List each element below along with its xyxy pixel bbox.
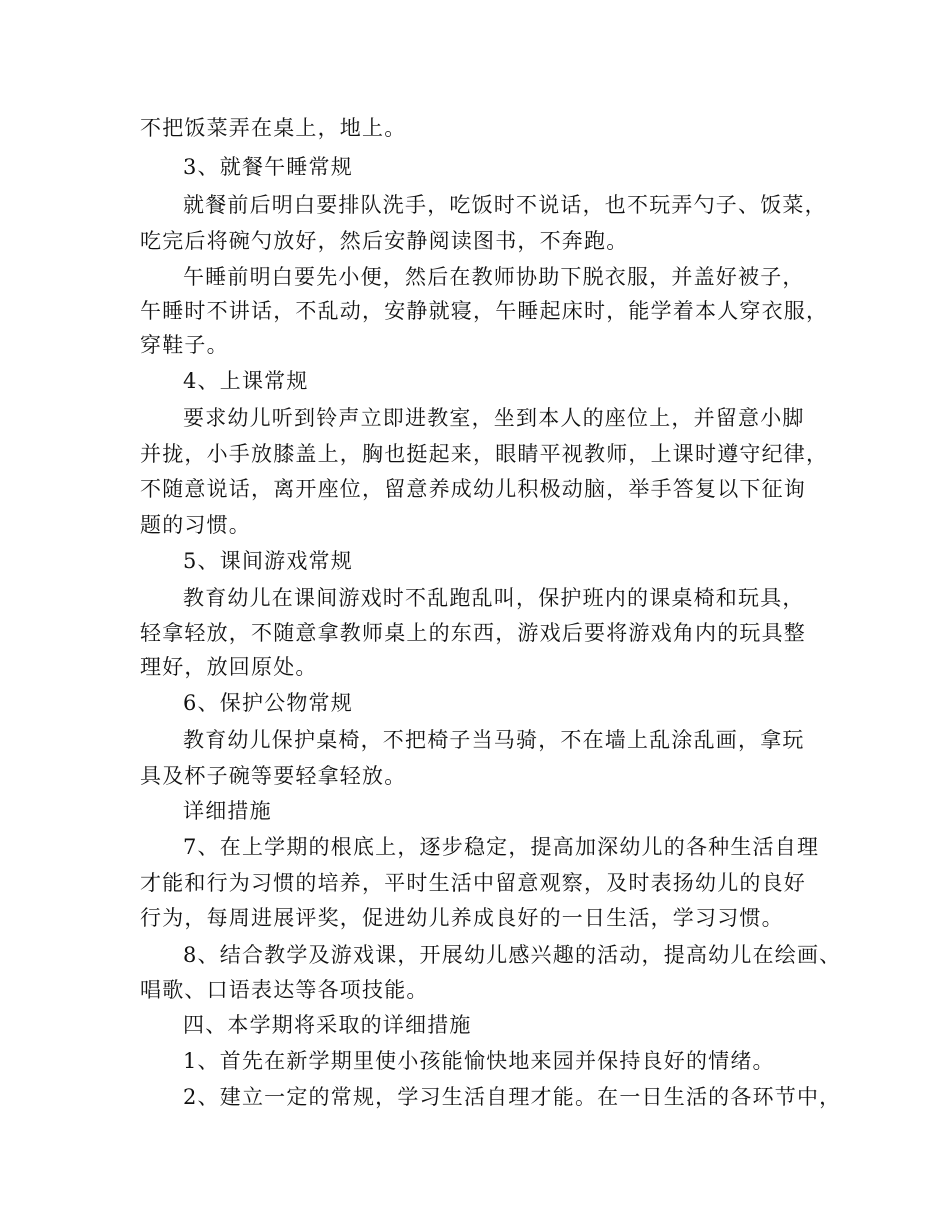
text-line: 理好，放回原处。 (140, 655, 318, 679)
text-line: 1、首先在新学期里使小孩能愉快地来园并保持良好的情绪。 (183, 1049, 775, 1073)
text-line: 2、建立一定的常规，学习生活自理才能。在一日生活的各环节中， (183, 1085, 842, 1109)
section-heading: 6、保护公物常规 (183, 691, 353, 715)
text-line: 行为，每周进展评奖，促进幼儿养成良好的一日生活，学习习惯。 (140, 906, 784, 930)
text-line: 具及杯子碗等要轻拿轻放。 (140, 764, 407, 788)
text-line: 教育幼儿在课间游戏时不乱跑乱叫，保护班内的课桌椅和玩具， (183, 586, 805, 610)
text-line: 才能和行为习惯的培养，平时生活中留意观察，及时表扬幼儿的良好 (140, 871, 806, 895)
text-line: 并拢，小手放膝盖上，胸也挺起来，眼睛平视教师，上课时遵守纪律， (140, 442, 829, 466)
text-line: 7、在上学期的根底上，逐步稳定，提高加深幼儿的各种生活自理 (183, 835, 820, 859)
text-line: 轻拿轻放，不随意拿教师桌上的东西，游戏后要将游戏角内的玩具整 (140, 621, 806, 645)
section-heading: 详细措施 (183, 799, 272, 823)
section-heading: 5、课间游戏常规 (183, 549, 353, 573)
text-line: 就餐前后明白要排队洗手，吃饭时不说话，也不玩弄勺子、饭菜， (183, 193, 827, 217)
section-heading: 3、就餐午睡常规 (183, 155, 353, 179)
text-line: 要求幼儿听到铃声立即进教室，坐到本人的座位上，并留意小脚 (183, 406, 805, 430)
section-heading: 四、本学期将采取的详细措施 (183, 1013, 472, 1037)
section-heading: 4、上课常规 (183, 369, 309, 393)
text-line: 教育幼儿保护桌椅，不把椅子当马骑，不在墙上乱涂乱画，拿玩 (183, 728, 805, 752)
text-line: 午睡时不讲话，不乱动，安静就寝，午睡起床时，能学着本人穿衣服， (140, 299, 829, 323)
text-line: 题的习惯。 (140, 513, 251, 537)
text-line: 唱歌、口语表达等各项技能。 (140, 978, 429, 1002)
text-line: 8、结合教学及游戏课，开展幼儿感兴趣的活动，提高幼儿在绘画、 (183, 943, 842, 967)
text-line: 不随意说话，离开座位，留意养成幼儿积极动脑，举手答复以下征询 (140, 477, 806, 501)
text-line: 穿鞋子。 (140, 333, 229, 357)
text-line: 吃完后将碗勺放好，然后安静阅读图书，不奔跑。 (140, 229, 629, 253)
text-line: 午睡前明白要先小便，然后在教师协助下脱衣服，并盖好被子， (183, 265, 805, 289)
text-line: 不把饭菜弄在桌上，地上。 (140, 116, 407, 140)
